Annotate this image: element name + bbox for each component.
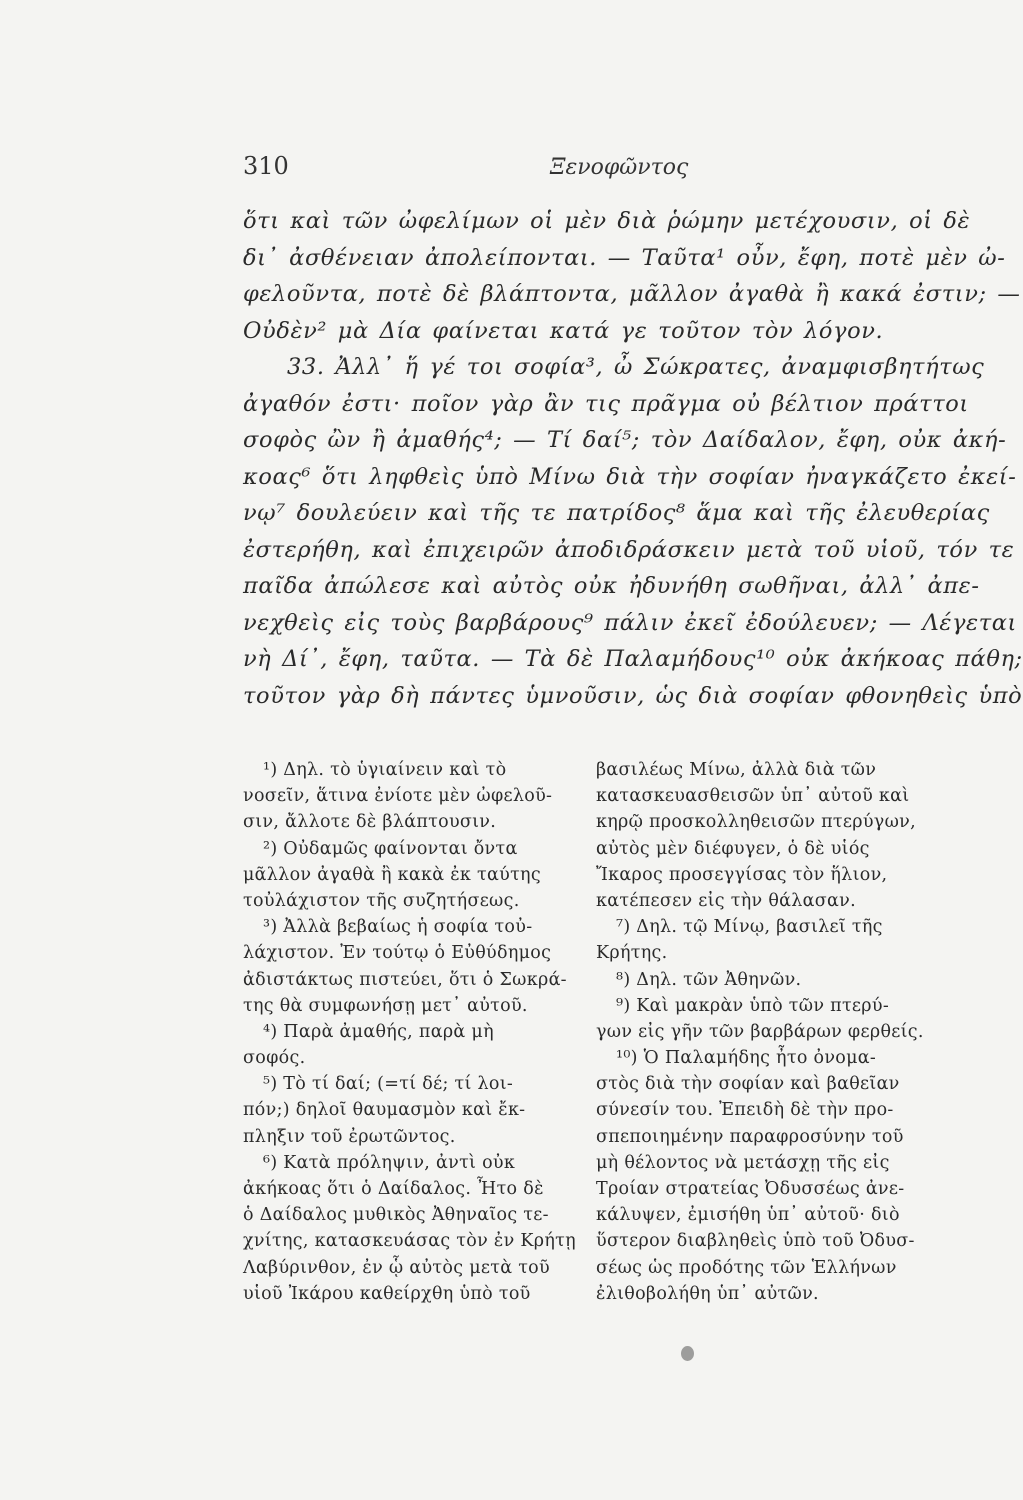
main-text-line: ὅτι καὶ τῶν ὠφελίμων οἱ μὲν διὰ ῥώμην μετέχουσιν, οἱ δὲ [243, 208, 971, 234]
footnote-line: ὁ Δαίδαλος μυθικὸς Ἀθηναῖος τε- [243, 1205, 549, 1226]
footnote-line: λάχιστον. Ἐν τούτῳ ὁ Εὐθύδημος [243, 943, 552, 964]
ink-blot [681, 1346, 694, 1361]
main-text-line: νὴ Δί᾽, ἔφη, ταῦτα. — Τὰ δὲ Παλαμήδους¹⁰ οὐκ ἀκήκοας πάθη; [243, 646, 1023, 672]
footnote-line: κάλυψεν, ἐμισήθη ὑπ᾽ αὐτοῦ· διὸ [596, 1205, 900, 1226]
main-text-line: ἐστερήθη, καὶ ἐπιχειρῶν ἀποδιδράσκειν μετὰ τοῦ υἱοῦ, τόν τε [243, 536, 1015, 563]
main-text-line: Οὐδὲν² μὰ Δία φαίνεται κατά γε τοῦτον τὸν λόγον. [243, 317, 884, 344]
main-text-line: παῖδα ἀπώλεσε καὶ αὐτὸς οὐκ ἠδυνήθη σωθῆναι, ἀλλ᾽ ἀπε- [243, 573, 980, 599]
footnote-line: σπεποιημένην παραφροσύνην τοῦ [596, 1126, 904, 1147]
footnote-line: Λαβύρινθον, ἐν ᾧ αὐτὸς μετὰ τοῦ [243, 1257, 550, 1278]
footnote-line: ⁴) Παρὰ ἀμαθής, παρὰ μὴ [263, 1021, 494, 1042]
footnote-line: Τροίαν στρατείας Ὀδυσσέως ἀνε- [596, 1179, 905, 1199]
running-head: Ξενοφῶντος [550, 155, 689, 180]
main-text-line: φελοῦντα, ποτὲ δὲ βλάπτοντα, μᾶλλον ἀγαθὰ ἢ κακά ἐστιν; — [243, 281, 1021, 307]
footnote-line: ⁸) Δηλ. τῶν Ἀθηνῶν. [616, 969, 802, 990]
footnotes-left-column [243, 757, 578, 1307]
main-text-line: δι᾽ ἀσθένειαν ἀπολείπονται. — Ταῦτα¹ οὖν, ἔφη, ποτὲ μὲν ὠ- [243, 244, 1006, 271]
main-text-line: νεχθεὶς εἰς τοὺς βαρβάρους⁹ πάλιν ἐκεῖ ἐδούλευεν; — Λέγεται [243, 609, 1017, 636]
footnote-line: βασιλέως Μίνω, ἀλλὰ διὰ τῶν [596, 760, 877, 780]
footnote-line: ἀκήκοας ὅτι ὁ Δαίδαλος. Ἦτο δὲ [243, 1179, 544, 1199]
footnote-line: σύνεσίν του. Ἐπειδὴ δὲ τὴν προ- [596, 1100, 894, 1121]
footnote-line: χνίτης, κατασκευάσας τὸν ἐν Κρήτῃ [243, 1231, 576, 1252]
footnote-line: πόν;) δηλοῖ θαυμασμὸν καὶ ἔκ- [243, 1100, 526, 1121]
main-text-line: ἀγαθόν ἐστι· ποῖον γὰρ ἂν τις πρᾶγμα οὐ βέλτιον πράττοι [243, 390, 969, 417]
footnote-line: ³) Ἀλλὰ βεβαίως ἡ σοφία τοὐ- [263, 917, 533, 938]
footnote-line: Κρήτης. [596, 943, 668, 964]
footnote-line: τοὐλάχιστον τῆς συζητήσεως. [243, 890, 520, 911]
main-text-line: τοῦτον γὰρ δὴ πάντες ὑμνοῦσιν, ὡς διὰ σοφίαν φθονηθεὶς ὑπὸ [243, 682, 1023, 709]
footnote-line: γων εἰς γῆν τῶν βαρβάρων φερθείς. [596, 1021, 924, 1042]
footnote-line: ¹⁰) Ὁ Παλαμήδης ἦτο ὀνομα- [616, 1048, 877, 1069]
main-text-line: σοφὸς ὢν ἢ ἀμαθής⁴; — Τί δαί⁵; τὸν Δαίδαλον, ἔφη, οὐκ ἀκή- [243, 427, 1007, 453]
footnote-line: σοφός. [243, 1048, 306, 1069]
footnote-line: Ἴκαρος προσεγγίσας τὸν ἥλιον, [596, 864, 888, 885]
footnote-line: ἐλιθοβολήθη ὑπ᾽ αὐτῶν. [596, 1283, 819, 1304]
footnote-line: πληξιν τοῦ ἐρωτῶντος. [243, 1126, 456, 1147]
page-number: 310 [243, 152, 289, 180]
footnote-line: ⁵) Τὸ τί δαί; (=τί δέ; τί λοι- [263, 1074, 514, 1095]
footnote-line: ⁶) Κατὰ πρόληψιν, ἀντὶ οὐκ [263, 1152, 516, 1173]
footnote-line: μὴ θέλοντος νὰ μετάσχῃ τῆς εἰς [596, 1152, 890, 1173]
footnote-line: σέως ὡς προδότης τῶν Ἑλλήνων [596, 1257, 897, 1278]
footnote-line: ὕστερον διαβληθεὶς ὑπὸ τοῦ Ὀδυσ- [596, 1231, 915, 1252]
main-text-line: 33. Ἀλλ᾽ ἥ γέ τοι σοφία³, ὦ Σώκρατες, ἀναμφισβητήτως [287, 354, 985, 380]
footnote-line: ⁷) Δηλ. τῷ Μίνῳ, βασιλεῖ τῆς [616, 917, 883, 938]
footnote-line: ἀδιστάκτως πιστεύει, ὅτι ὁ Σωκρά- [243, 969, 567, 990]
main-text-line: νῳ⁷ δουλεύειν καὶ τῆς τε πατρίδος⁸ ἅμα καὶ τῆς ἐλευθερίας [243, 500, 990, 526]
footnote-line: υἱοῦ Ἰκάρου καθείρχθη ὑπὸ τοῦ [243, 1283, 531, 1304]
footnote-line: αὐτὸς μὲν διέφυγεν, ὁ δὲ υἱός [596, 838, 870, 859]
footnote-line: στὸς διὰ τὴν σοφίαν καὶ βαθεῖαν [596, 1074, 900, 1095]
main-text [243, 203, 1023, 714]
footnote-line: κατέπεσεν εἰς τὴν θάλασαν. [596, 890, 856, 911]
footnote-line: κατασκευασθεισῶν ὑπ᾽ αὐτοῦ καὶ [596, 786, 910, 807]
footnote-line: σιν, ἄλλοτε δὲ βλάπτουσιν. [243, 812, 497, 833]
footnote-line: κηρῷ προσκολληθεισῶν πτερύγων, [596, 812, 916, 833]
footnotes-right-column [596, 757, 936, 1307]
main-text-line: κοας⁶ ὅτι ληφθεὶς ὑπὸ Μίνω διὰ τὴν σοφίαν ἠναγκάζετο ἐκεί- [243, 463, 1017, 490]
footnote-line: ²) Οὐδαμῶς φαίνονται ὄντα [263, 838, 518, 859]
footnote-line: νοσεῖν, ἅτινα ἐνίοτε μὲν ὠφελοῦ- [243, 786, 553, 807]
footnote-line: ¹) Δηλ. τὸ ὑγιαίνειν καὶ τὸ [263, 760, 507, 780]
footnote-line: της θὰ συμφωνήσῃ μετ᾽ αὐτοῦ. [243, 995, 528, 1016]
footnote-line: ⁹) Καὶ μακρὰν ὑπὸ τῶν πτερύ- [616, 995, 890, 1016]
footnote-line: μᾶλλον ἀγαθὰ ἢ κακὰ ἐκ ταύτης [243, 864, 541, 885]
